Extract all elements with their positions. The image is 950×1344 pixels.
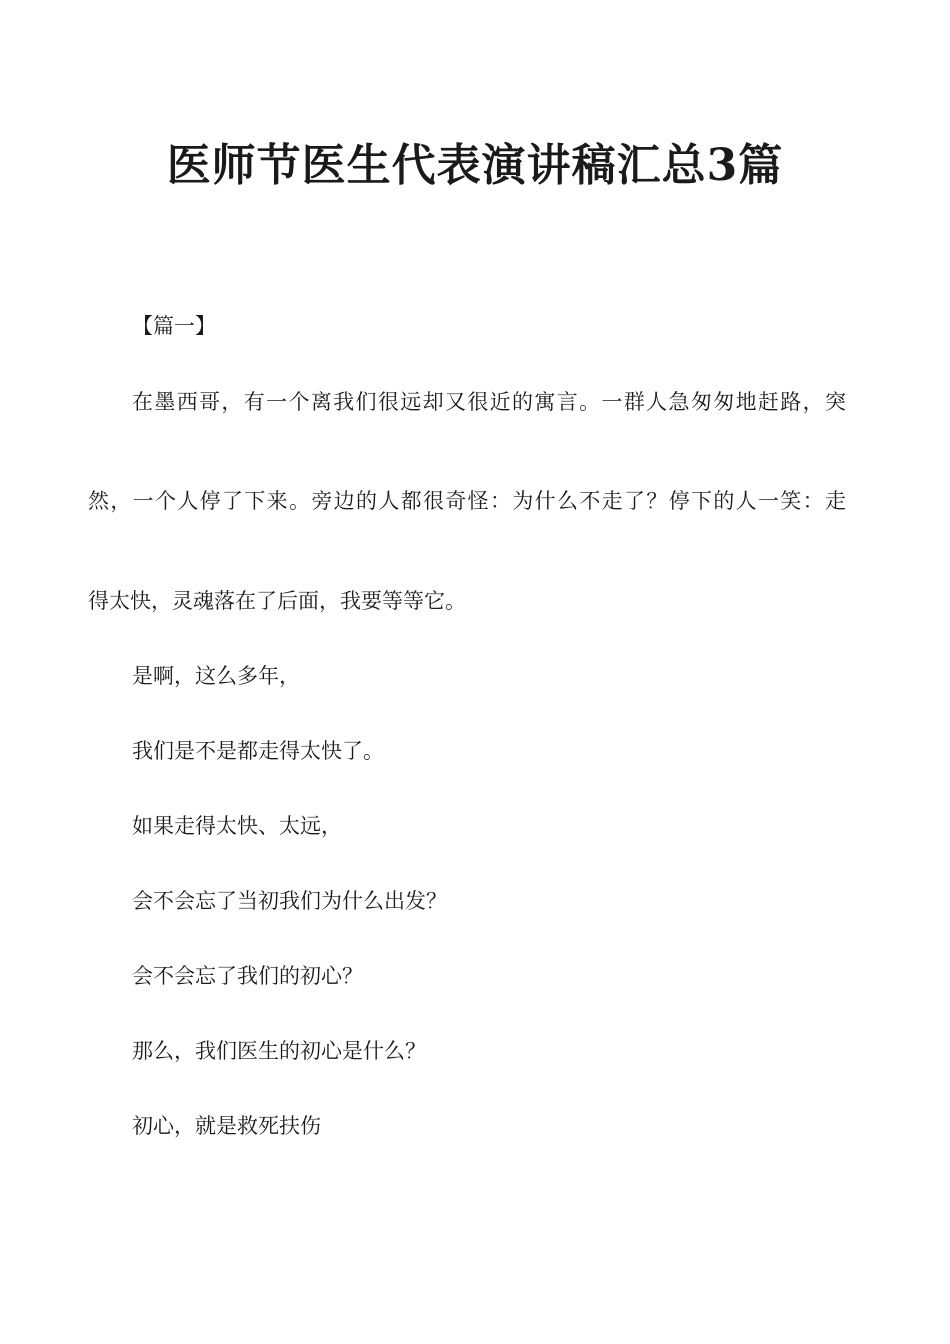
text-line: 是啊，这么多年，: [132, 664, 300, 688]
text-line: 会不会忘了当初我们为什么出发？: [132, 889, 447, 913]
text-line: 那么，我们医生的初心是什么？: [132, 1039, 426, 1063]
text-line: 会不会忘了我们的初心？: [132, 964, 363, 988]
paragraph-line: 得太快，灵魂落在了后面，我要等等它。: [88, 589, 466, 613]
paragraph-line: 然，一个人停了下来。旁边的人都很奇怪：为什么不走了？停下的人一笑：走: [88, 489, 846, 513]
paragraph-line: 在墨西哥，有一个离我们很远却又很近的寓言。一群人急匆匆地赶路，突: [132, 390, 846, 414]
text-line: 如果走得太快、太远，: [132, 814, 342, 838]
text-line: 我们是不是都走得太快了。: [132, 739, 384, 763]
text-line: 初心，就是救死扶伤: [132, 1114, 321, 1138]
section-heading: 【篇一】: [132, 314, 216, 338]
document-title: 医师节医生代表演讲稿汇总3篇: [166, 140, 784, 191]
